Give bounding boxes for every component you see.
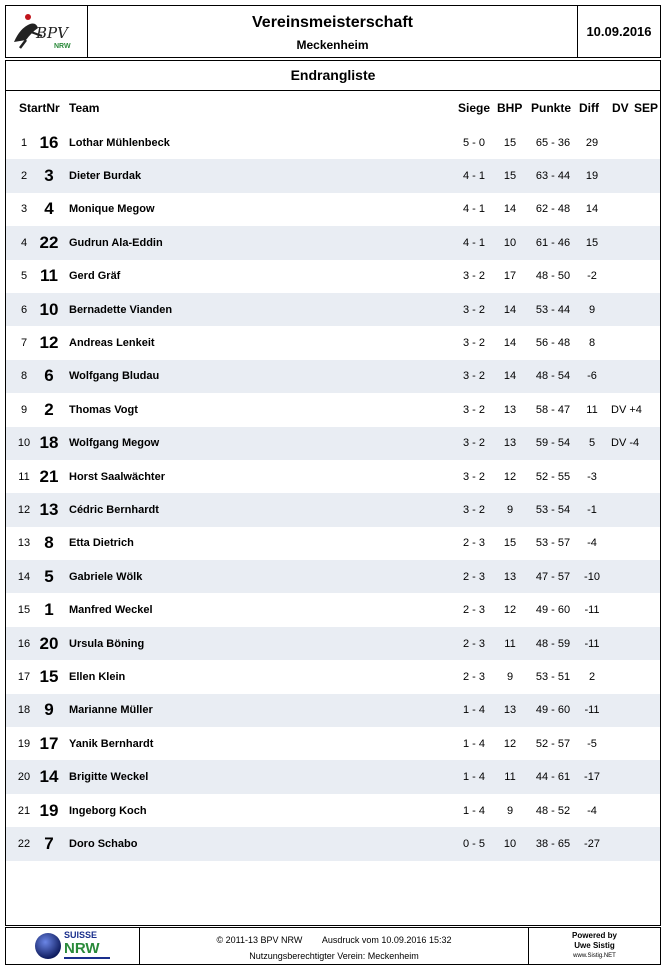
cell-rank: 2: [20, 170, 28, 183]
col-siege: Siege: [458, 101, 491, 115]
cell-punkte: 48 - 54: [535, 370, 571, 383]
cell-siege: 1 - 4: [462, 771, 485, 784]
cell-punkte: 52 - 55: [535, 470, 571, 483]
cell-start: 9: [44, 700, 54, 720]
cell-team: Ellen Klein: [69, 670, 126, 683]
cell-team: Manfred Weckel: [69, 604, 153, 617]
cell-punkte: 53 - 44: [535, 303, 571, 316]
cell-diff: 5: [588, 437, 596, 450]
cell-bhp: 13: [503, 704, 517, 717]
cell-team: Doro Schabo: [69, 837, 138, 850]
footer-info-line: [140, 932, 528, 948]
cell-siege: 3 - 2: [462, 437, 485, 450]
cell-team: Wolfgang Megow: [69, 437, 160, 450]
table-row: [6, 794, 660, 827]
cell-team: Gudrun Ala-Eddin: [69, 236, 163, 249]
col-sep: SEP: [634, 101, 659, 115]
cell-bhp: 12: [503, 604, 517, 617]
cell-team: Andreas Lenkeit: [69, 337, 155, 350]
cell-punkte: 53 - 57: [535, 537, 571, 550]
svg-text:BPV: BPV: [36, 24, 68, 42]
table-row: [6, 226, 660, 259]
cell-bhp: 14: [503, 337, 517, 350]
cell-diff: -10: [584, 570, 600, 583]
cell-bhp: 11: [504, 637, 516, 650]
cell-start: 12: [39, 333, 59, 353]
cell-punkte: 56 - 48: [535, 337, 571, 350]
cell-siege: 1 - 4: [462, 804, 485, 817]
cell-diff: -4: [587, 804, 597, 817]
cell-team: Horst Saalwächter: [69, 470, 165, 483]
cell-siege: 5 - 0: [462, 136, 485, 149]
ranking-table: [6, 126, 660, 861]
cell-dv: DV +4: [611, 403, 642, 416]
cell-siege: 1 - 4: [462, 737, 485, 750]
col-bhp: BHP: [497, 101, 523, 115]
cell-punkte: 53 - 51: [535, 670, 571, 683]
suisse-globe-icon: [6, 928, 139, 964]
svg-text:NRW: NRW: [64, 940, 100, 957]
cell-punkte: 48 - 59: [535, 637, 571, 650]
table-row: [6, 527, 660, 560]
cell-rank: 1: [20, 136, 28, 149]
cell-diff: -11: [584, 637, 600, 650]
cell-punkte: 58 - 47: [535, 403, 571, 416]
cell-diff: -11: [584, 704, 600, 717]
cell-team: Brigitte Weckel: [69, 771, 149, 784]
table-header: [6, 101, 660, 121]
table-row: [6, 727, 660, 760]
cell-punkte: 48 - 50: [535, 270, 571, 283]
cell-punkte: 59 - 54: [535, 437, 571, 450]
cell-rank: 19: [17, 737, 31, 750]
table-row: [6, 627, 660, 660]
cell-start: 5: [44, 566, 54, 586]
cell-team: Gerd Gräf: [69, 270, 121, 283]
cell-rank: 9: [20, 403, 28, 416]
cell-diff: -1: [587, 503, 597, 516]
cell-punkte: 61 - 46: [535, 236, 571, 249]
cell-start: 1: [44, 600, 54, 620]
cell-siege: 4 - 1: [462, 170, 485, 183]
table-row: [6, 493, 660, 526]
cell-siege: 3 - 2: [462, 337, 485, 350]
cell-team: Monique Megow: [69, 203, 155, 216]
table-row: [6, 393, 660, 426]
cell-siege: 2 - 3: [462, 604, 485, 617]
cell-punkte: 65 - 36: [535, 136, 571, 149]
cell-start: 7: [44, 833, 54, 853]
cell-siege: 4 - 1: [462, 236, 485, 249]
cell-team: Ursula Böning: [69, 637, 145, 650]
cell-bhp: 10: [503, 236, 517, 249]
cell-diff: -27: [584, 837, 600, 850]
cell-bhp: 13: [503, 403, 517, 416]
cell-team: Bernadette Vianden: [69, 303, 173, 316]
cell-rank: 4: [20, 236, 28, 249]
cell-rank: 10: [17, 437, 31, 450]
cell-punkte: 62 - 48: [535, 203, 571, 216]
cell-rank: 7: [20, 337, 28, 350]
table-row: [6, 293, 660, 326]
ranking-title: Endrangliste: [6, 61, 660, 91]
cell-punkte: 63 - 44: [535, 170, 571, 183]
cell-rank: 17: [17, 670, 31, 683]
table-row: [6, 460, 660, 493]
cell-rank: 16: [17, 637, 31, 650]
cell-bhp: 14: [503, 203, 517, 216]
cell-start: 20: [39, 633, 59, 653]
cell-diff: -2: [587, 270, 597, 283]
cell-punkte: 47 - 57: [535, 570, 571, 583]
cell-diff: 29: [585, 136, 599, 149]
cell-bhp: 9: [506, 804, 514, 817]
cell-bhp: 10: [503, 837, 517, 850]
cell-team: Wolfgang Bludau: [69, 370, 160, 383]
page-header: [5, 5, 661, 58]
cell-rank: 22: [17, 837, 31, 850]
cell-bhp: 9: [506, 503, 514, 516]
cell-punkte: 44 - 61: [535, 771, 571, 784]
table-row: [6, 593, 660, 626]
cell-diff: -4: [587, 537, 597, 550]
cell-bhp: 11: [504, 771, 516, 784]
col-dv: DV: [612, 101, 629, 115]
cell-rank: 14: [17, 570, 31, 583]
cell-diff: 9: [588, 303, 596, 316]
cell-bhp: 12: [503, 737, 517, 750]
cell-rank: 6: [20, 303, 28, 316]
cell-start: 21: [39, 466, 59, 486]
cell-start: 11: [40, 266, 58, 286]
cell-siege: 3 - 2: [462, 303, 485, 316]
cell-team: Cédric Bernhardt: [69, 503, 159, 516]
cell-start: 19: [39, 800, 59, 820]
cell-rank: 13: [17, 537, 31, 550]
col-diff: Diff: [579, 101, 599, 115]
cell-start: 22: [39, 232, 59, 252]
table-row: [6, 760, 660, 793]
col-team: Team: [69, 101, 100, 115]
cell-team: Thomas Vogt: [69, 403, 138, 416]
cell-rank: 5: [20, 270, 28, 283]
cell-punkte: 48 - 52: [535, 804, 571, 817]
cell-team: Gabriele Wölk: [69, 570, 143, 583]
cell-punkte: 49 - 60: [535, 704, 571, 717]
svg-text:NRW: NRW: [54, 43, 71, 50]
cell-rank: 21: [17, 804, 31, 817]
col-punkte: Punkte: [531, 101, 572, 115]
table-row: [6, 694, 660, 727]
cell-diff: 15: [585, 236, 599, 249]
cell-diff: -3: [587, 470, 597, 483]
cell-bhp: 15: [503, 537, 517, 550]
cell-bhp: 13: [503, 570, 517, 583]
col-startnr: StartNr: [19, 101, 60, 115]
cell-start: 10: [39, 299, 59, 319]
cell-siege: 2 - 3: [462, 637, 485, 650]
cell-start: 6: [44, 366, 54, 386]
cell-siege: 1 - 4: [462, 704, 485, 717]
cell-rank: 15: [17, 604, 31, 617]
cell-siege: 3 - 2: [462, 403, 485, 416]
cell-diff: 8: [588, 337, 596, 350]
cell-team: Etta Dietrich: [69, 537, 134, 550]
cell-rank: 11: [18, 470, 30, 483]
table-row: [6, 126, 660, 159]
table-row: [6, 326, 660, 359]
cell-bhp: 14: [503, 370, 517, 383]
cell-siege: 3 - 2: [462, 370, 485, 383]
cell-start: 15: [39, 666, 59, 686]
table-row: [6, 560, 660, 593]
cell-rank: 3: [20, 203, 28, 216]
table-row: [6, 260, 660, 293]
cell-team: Marianne Müller: [69, 704, 153, 717]
cell-siege: 4 - 1: [462, 203, 485, 216]
cell-rank: 8: [20, 370, 28, 383]
cell-start: 14: [39, 767, 59, 787]
location-label: Meckenheim: [296, 38, 369, 52]
cell-start: 17: [39, 733, 59, 753]
cell-dv: DV -4: [611, 437, 640, 450]
cell-team: Ingeborg Koch: [69, 804, 147, 817]
cell-team: Yanik Bernhardt: [69, 737, 154, 750]
cell-rank: 20: [17, 771, 31, 784]
cell-diff: -6: [587, 370, 597, 383]
cell-punkte: 38 - 65: [535, 837, 571, 850]
cell-bhp: 13: [503, 437, 517, 450]
cell-start: 13: [39, 499, 59, 519]
cell-siege: 3 - 2: [462, 470, 485, 483]
suisse-nrw-logo: [6, 928, 140, 964]
cell-siege: 0 - 5: [462, 837, 485, 850]
table-row: [6, 193, 660, 226]
cell-punkte: 49 - 60: [535, 604, 571, 617]
cell-siege: 2 - 3: [462, 570, 485, 583]
svg-text:SUISSE: SUISSE: [64, 930, 98, 940]
cell-bhp: 9: [506, 670, 514, 683]
cell-diff: -11: [584, 604, 600, 617]
table-row: [6, 827, 660, 860]
print-timestamp: Ausdruck vom 10.09.2016 15:32: [321, 935, 452, 945]
cell-bhp: 14: [503, 303, 517, 316]
page-title: Vereinsmeisterschaft: [252, 14, 413, 31]
cell-diff: -17: [584, 771, 600, 784]
cell-start: 16: [39, 132, 59, 152]
page-footer: [5, 927, 661, 965]
cell-bhp: 17: [503, 270, 517, 283]
cell-diff: 19: [585, 170, 599, 183]
powered-by: Powered by Uwe Sistig www.Sistig.NET: [528, 928, 660, 964]
cell-rank: 18: [17, 704, 31, 717]
bpv-logo-icon: [6, 6, 87, 57]
cell-start: 8: [44, 533, 54, 553]
cell-diff: 2: [588, 670, 596, 683]
table-row: [6, 159, 660, 192]
cell-punkte: 52 - 57: [535, 737, 571, 750]
cell-siege: 3 - 2: [462, 270, 485, 283]
cell-team: Dieter Burdak: [69, 170, 142, 183]
cell-siege: 3 - 2: [462, 503, 485, 516]
cell-bhp: 15: [503, 170, 517, 183]
cell-bhp: 12: [503, 470, 517, 483]
copyright: © 2011-13 BPV NRW: [216, 935, 303, 945]
cell-siege: 2 - 3: [462, 670, 485, 683]
cell-start: 18: [39, 433, 59, 453]
cell-diff: 14: [585, 203, 599, 216]
cell-team: Lothar Mühlenbeck: [69, 136, 170, 149]
event-date: 10.09.2016: [577, 6, 660, 57]
cell-diff: -5: [587, 737, 597, 750]
cell-start: 3: [44, 166, 54, 186]
table-row: [6, 360, 660, 393]
licensee: Nutzungsberechtigter Verein: Meckenheim: [249, 951, 419, 961]
cell-start: 4: [44, 199, 54, 219]
cell-rank: 12: [17, 503, 31, 516]
cell-punkte: 53 - 54: [535, 503, 571, 516]
cell-bhp: 15: [503, 136, 517, 149]
cell-start: 2: [44, 399, 54, 419]
bpv-logo: [6, 6, 88, 57]
cell-siege: 2 - 3: [462, 537, 485, 550]
cell-diff: 11: [586, 403, 598, 416]
table-row: [6, 427, 660, 460]
table-row: [6, 660, 660, 693]
ranking-panel: [5, 60, 661, 926]
